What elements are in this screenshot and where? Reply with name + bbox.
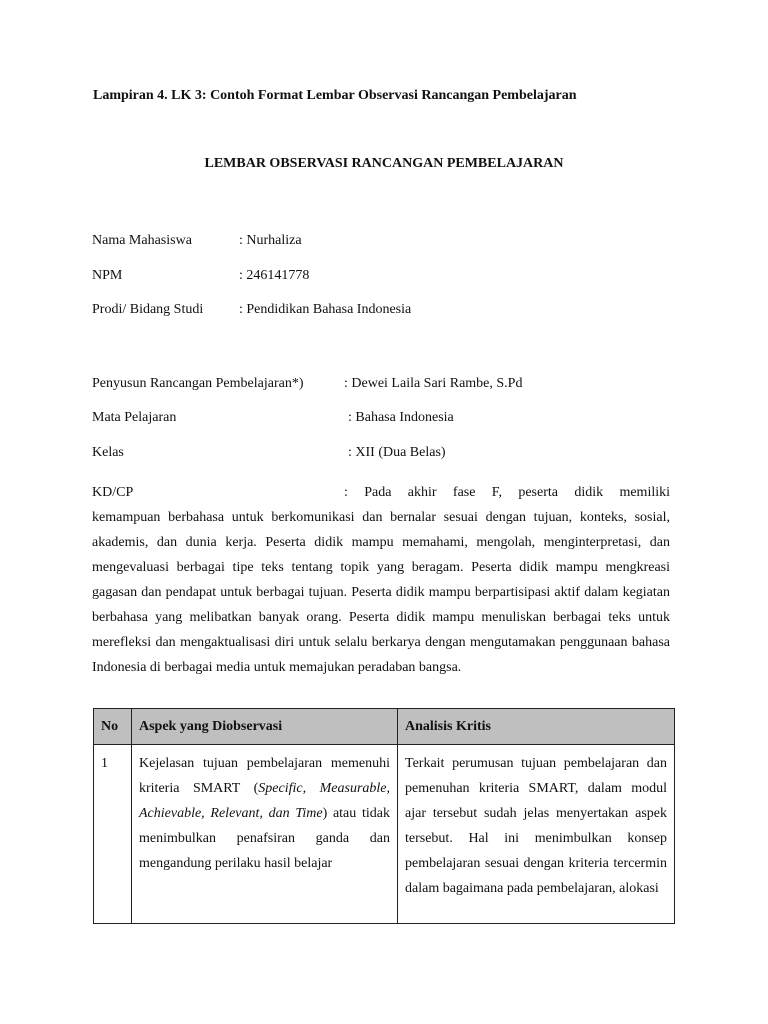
header-analisis: Analisis Kritis xyxy=(398,709,675,745)
cell-analisis: Terkait perumusan tujuan pembelajaran dan pemenuhan kriteria SMART, dalam modul ajar tersebut sudah jelas menyertakan aspek tersebut. Hal ini menimbulkan konsep pembelajaran sesuai dengan kriteria tercermin dalam bagaimana pada pembelajaran, alokasi xyxy=(398,745,675,924)
kd-cp-first-line xyxy=(92,480,670,505)
penyusun-value: : Dewei Laila Sari Rambe, S.Pd xyxy=(344,376,523,391)
table-row xyxy=(94,745,675,924)
cell-no: 1 xyxy=(94,745,132,924)
table-header-row xyxy=(94,709,675,745)
aspek-text-part2: ) atau tidak menimbulkan penafsiran ganda dan mengandung perilaku hasil belajar xyxy=(139,806,390,871)
npm-value: : 246141778 xyxy=(239,268,310,283)
aspek-text-part1: Kejelasan tujuan pembelajaran memenuhi kriteria SMART ( xyxy=(139,756,390,796)
observation-table xyxy=(93,708,675,924)
npm-label: NPM xyxy=(92,268,123,283)
prodi-label: Prodi/ Bidang Studi xyxy=(92,302,204,317)
header-no: No xyxy=(94,709,132,745)
mapel-label: Mata Pelajaran xyxy=(92,410,177,425)
kelas-value: : XII (Dua Belas) xyxy=(348,445,446,460)
penyusun-label: Penyusun Rancangan Pembelajaran*) xyxy=(92,376,304,391)
kd-cp-value-rest: kemampuan berbahasa untuk berkomunikasi dan bernalar sesuai dengan tujuan, konteks, sosial, akademis, dan dunia kerja. Peserta didik mampu memahami, mengolah, menginterpretasi, dan mengevaluasi berbagai tipe teks tentang topik yang beragam. Peserta didik mampu mengkreasi gagasan dan pendapat untuk berbagai tujuan. Peserta didik mampu berpartisipasi aktif dalam kegiatan berbahasa yang melibatkan banyak orang. Peserta didik mampu menuliskan berbagai teks untuk merefleksi dan mengaktualisasi diri untuk selalu berkarya dengan mengutamakan penggunaan bahasa Indonesia di berbagai media untuk memajukan peradaban bangsa. xyxy=(92,510,670,675)
nama-label: Nama Mahasiswa xyxy=(92,233,192,248)
kd-cp-label: KD/CP xyxy=(92,485,134,500)
prodi-value: : Pendidikan Bahasa Indonesia xyxy=(239,302,412,317)
kelas-label: Kelas xyxy=(92,445,124,460)
kd-cp-block xyxy=(92,480,670,680)
mapel-value: : Bahasa Indonesia xyxy=(348,410,454,425)
header-aspek: Aspek yang Diobservasi xyxy=(132,709,398,745)
aspek-text-italic: Specific, Measurable, Achievable, Relevant, dan Time xyxy=(139,781,390,821)
kd-cp-value-start: : Pada akhir fase F, peserta didik memiliki xyxy=(344,485,670,500)
cell-aspek xyxy=(132,745,398,924)
appendix-heading: Lampiran 4. LK 3: Contoh Format Lembar Observasi Rancangan Pembelajaran xyxy=(93,88,577,103)
nama-value: : Nurhaliza xyxy=(239,233,302,248)
document-title: LEMBAR OBSERVASI RANCANGAN PEMBELAJARAN xyxy=(204,156,564,171)
